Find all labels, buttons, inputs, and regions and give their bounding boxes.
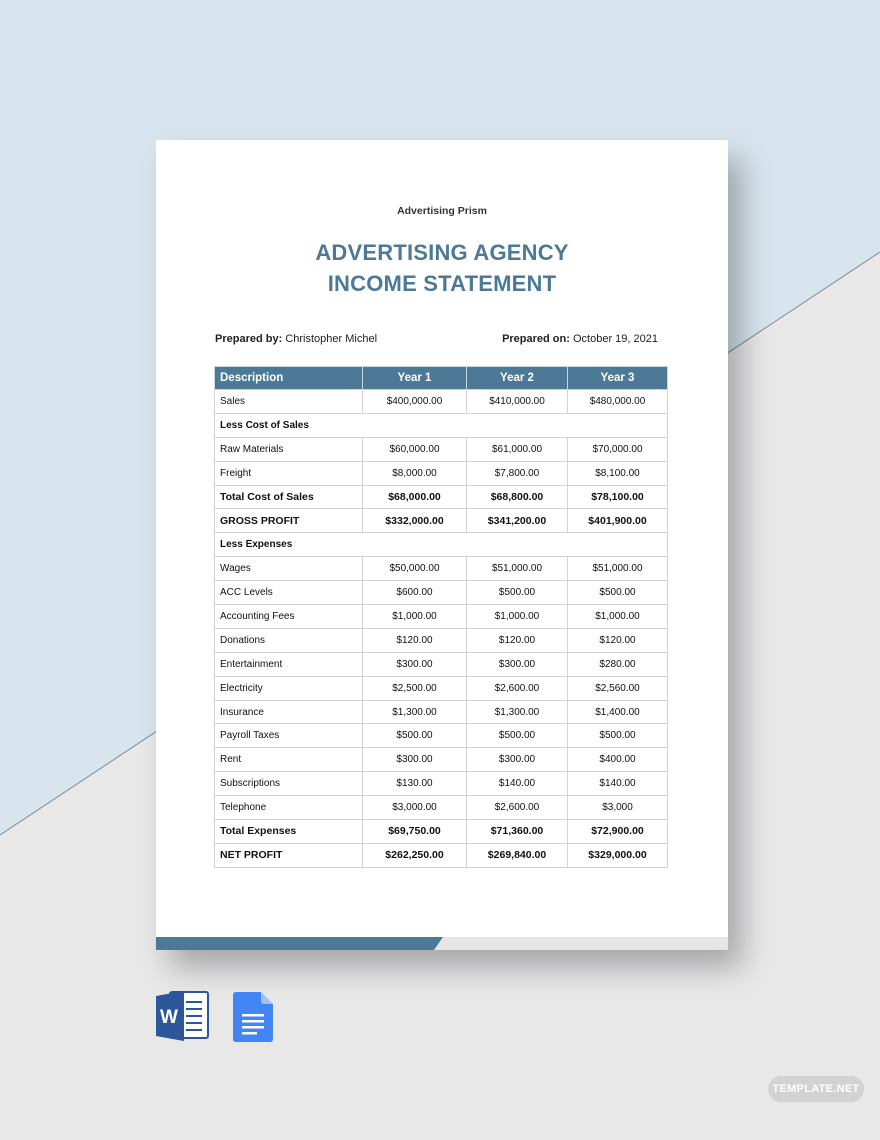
table-row (215, 390, 668, 414)
year-1-value: $332,000.00 (363, 509, 467, 533)
year-2-value: $2,600.00 (467, 796, 568, 820)
year-2-value: $1,000.00 (467, 605, 568, 629)
row-description: Donations (215, 628, 363, 652)
year-3-value: $329,000.00 (568, 843, 668, 867)
year-1-value: $600.00 (363, 581, 467, 605)
year-1-value: $2,500.00 (363, 676, 467, 700)
year-1-value: $300.00 (363, 748, 467, 772)
year-2-value: $341,200.00 (467, 509, 568, 533)
row-description: Sales (215, 390, 363, 414)
year-1-value: $130.00 (363, 772, 467, 796)
year-1-value: $3,000.00 (363, 796, 467, 820)
prepared-by-value: Christopher Michel (285, 333, 378, 345)
year-2-value: $51,000.00 (467, 557, 568, 581)
year-1-value: $60,000.00 (363, 437, 467, 461)
year-3-value: $480,000.00 (568, 390, 668, 414)
header-year-3: Year 3 (568, 367, 668, 390)
table-row (215, 748, 668, 772)
section-row (215, 413, 668, 437)
row-description: Entertainment (215, 652, 363, 676)
row-description: Telephone (215, 796, 363, 820)
word-icon[interactable] (156, 990, 210, 1042)
row-description: Subscriptions (215, 772, 363, 796)
year-3-value: $1,400.00 (568, 700, 668, 724)
year-2-value: $61,000.00 (467, 437, 568, 461)
row-description: NET PROFIT (215, 843, 363, 867)
year-2-value: $500.00 (467, 724, 568, 748)
google-docs-icon[interactable] (233, 992, 273, 1042)
year-3-value: $3,000 (568, 796, 668, 820)
section-label: Less Expenses (215, 533, 668, 557)
title-line-2: INCOME STATEMENT (327, 271, 557, 296)
table-row (215, 700, 668, 724)
year-2-value: $68,800.00 (467, 485, 568, 509)
table-row (215, 820, 668, 844)
year-2-value: $71,360.00 (467, 820, 568, 844)
year-3-value: $8,100.00 (568, 461, 668, 485)
prepared-on (502, 333, 658, 345)
header-description: Description (215, 367, 363, 390)
document-page (156, 140, 728, 950)
year-2-value: $120.00 (467, 628, 568, 652)
table-row (215, 724, 668, 748)
row-description: Total Cost of Sales (215, 485, 363, 509)
year-1-value: $500.00 (363, 724, 467, 748)
income-statement-table (214, 366, 668, 868)
year-3-value: $500.00 (568, 581, 668, 605)
year-1-value: $50,000.00 (363, 557, 467, 581)
year-3-value: $70,000.00 (568, 437, 668, 461)
year-1-value: $120.00 (363, 628, 467, 652)
year-1-value: $68,000.00 (363, 485, 467, 509)
year-1-value: $69,750.00 (363, 820, 467, 844)
row-description: Rent (215, 748, 363, 772)
table-row (215, 461, 668, 485)
row-description: ACC Levels (215, 581, 363, 605)
year-1-value: $1,300.00 (363, 700, 467, 724)
table-row (215, 652, 668, 676)
year-2-value: $269,840.00 (467, 843, 568, 867)
table-header-row (215, 367, 668, 390)
row-description: Accounting Fees (215, 605, 363, 629)
footer-bar (156, 937, 728, 950)
table-row (215, 485, 668, 509)
year-1-value: $8,000.00 (363, 461, 467, 485)
word-icon-letter: W (160, 1007, 178, 1028)
year-3-value: $1,000.00 (568, 605, 668, 629)
year-2-value: $410,000.00 (467, 390, 568, 414)
template-net-badge[interactable]: TEMPLATE.NET (768, 1076, 864, 1102)
title-line-1: ADVERTISING AGENCY (315, 240, 569, 265)
table-row (215, 557, 668, 581)
year-3-value: $400.00 (568, 748, 668, 772)
document-title (156, 237, 728, 299)
row-description: Electricity (215, 676, 363, 700)
row-description: Payroll Taxes (215, 724, 363, 748)
table-row (215, 628, 668, 652)
year-2-value: $2,600.00 (467, 676, 568, 700)
table-row (215, 796, 668, 820)
row-description: Total Expenses (215, 820, 363, 844)
header-year-2: Year 2 (467, 367, 568, 390)
table-body (215, 390, 668, 868)
row-description: Freight (215, 461, 363, 485)
prepared-by (215, 333, 377, 345)
year-2-value: $500.00 (467, 581, 568, 605)
year-3-value: $140.00 (568, 772, 668, 796)
year-2-value: $300.00 (467, 748, 568, 772)
year-1-value: $1,000.00 (363, 605, 467, 629)
year-1-value: $400,000.00 (363, 390, 467, 414)
year-2-value: $1,300.00 (467, 700, 568, 724)
row-description: Wages (215, 557, 363, 581)
year-3-value: $500.00 (568, 724, 668, 748)
year-1-value: $300.00 (363, 652, 467, 676)
prepared-on-value: October 19, 2021 (572, 333, 658, 345)
prepared-by-label: Prepared by: (215, 333, 283, 345)
year-2-value: $7,800.00 (467, 461, 568, 485)
table-row (215, 581, 668, 605)
year-3-value: $51,000.00 (568, 557, 668, 581)
row-description: Raw Materials (215, 437, 363, 461)
row-description: GROSS PROFIT (215, 509, 363, 533)
year-3-value: $280.00 (568, 652, 668, 676)
section-row (215, 533, 668, 557)
year-2-value: $140.00 (467, 772, 568, 796)
table-row (215, 509, 668, 533)
table-row (215, 843, 668, 867)
row-description: Insurance (215, 700, 363, 724)
table-row (215, 437, 668, 461)
year-3-value: $72,900.00 (568, 820, 668, 844)
year-3-value: $120.00 (568, 628, 668, 652)
year-3-value: $78,100.00 (568, 485, 668, 509)
section-label: Less Cost of Sales (215, 413, 668, 437)
year-1-value: $262,250.00 (363, 843, 467, 867)
year-3-value: $2,560.00 (568, 676, 668, 700)
company-name: Advertising Prism (397, 205, 487, 217)
prepared-on-label: Prepared on: (502, 333, 570, 345)
table-row (215, 605, 668, 629)
year-3-value: $401,900.00 (568, 509, 668, 533)
header-year-1: Year 1 (363, 367, 467, 390)
table-row (215, 676, 668, 700)
year-2-value: $300.00 (467, 652, 568, 676)
table-row (215, 772, 668, 796)
